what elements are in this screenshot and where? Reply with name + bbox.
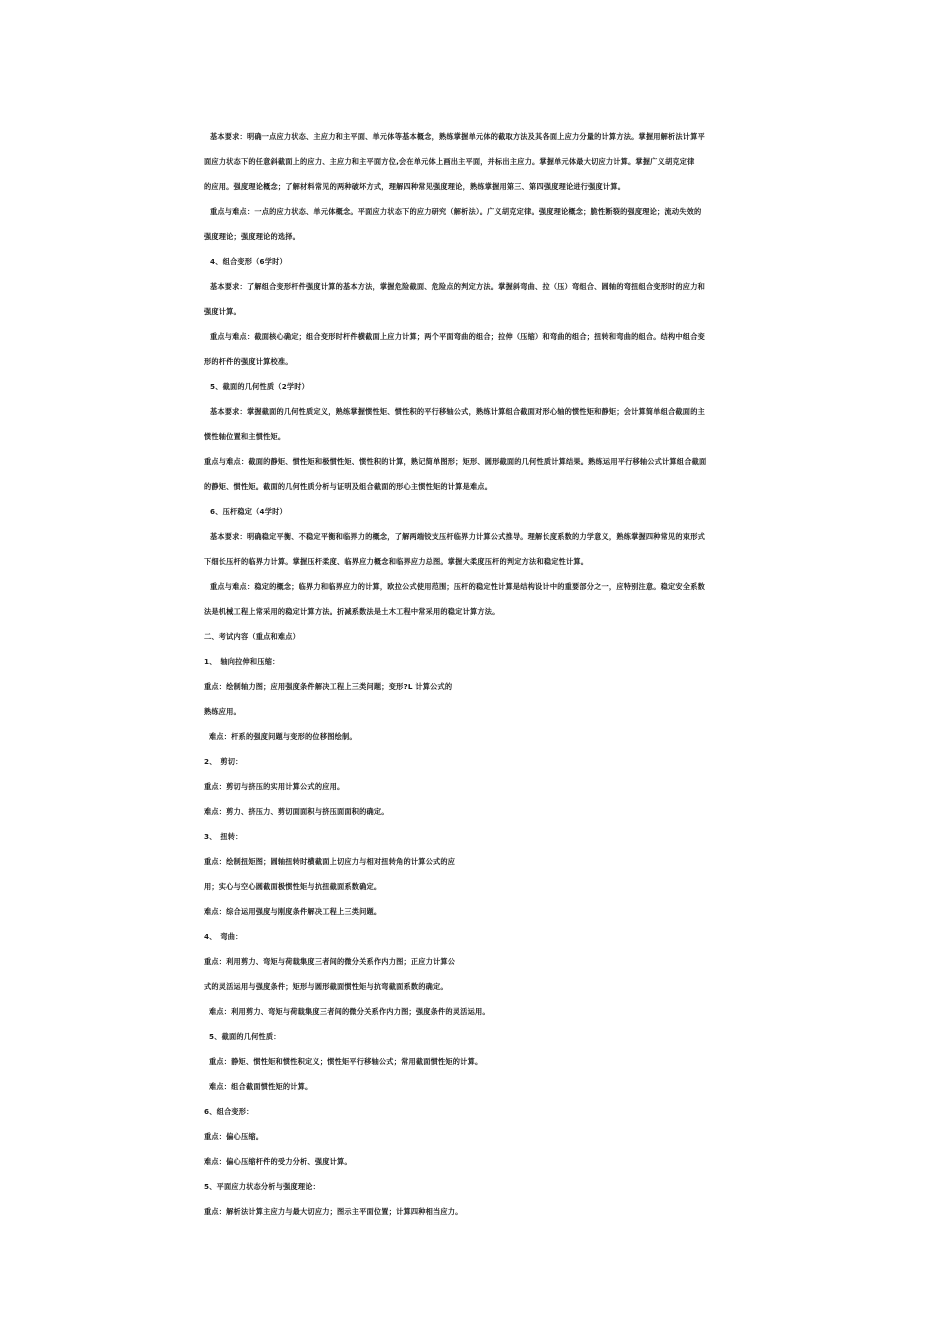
item-heading: 2、 剪切： <box>204 757 243 766</box>
text-line: 面应力状态下的任意斜截面上的应力、主应力和主平面方位,会在单元体上画出主平面，并标出主应力。掌握单元体最大切应力计算。掌握广义胡克定律 <box>204 157 695 166</box>
text-line: 的应用。强度理论概念；了解材料常见的两种破坏方式，理解四种常见强度理论，熟练掌握用第三、第四强度理论进行强度计算。 <box>204 182 626 191</box>
text-line: 基本要求：掌握截面的几何性质定义，熟练掌握惯性矩、惯性积的平行移轴公式，熟练计算组合截面对形心轴的惯性矩和静矩；会计算简单组合截面的主 <box>210 407 705 416</box>
text-line: 重点与难点：截面核心确定；组合变形时杆件横截面上应力计算；两个平面弯曲的组合；拉伸（压缩）和弯曲的组合；扭转和弯曲的组合。结构中组合变 <box>210 332 705 341</box>
section-heading: 5、截面的几何性质（2学时） <box>210 382 310 391</box>
text-line: 强度理论；强度理论的选择。 <box>204 232 301 241</box>
section-heading: 二、考试内容（重点和难点） <box>204 632 301 641</box>
text-line: 法是机械工程上常采用的稳定计算方法。折减系数法是土木工程中常采用的稳定计算方法。 <box>204 607 500 616</box>
text-line: 难点：组合截面惯性矩的计算。 <box>209 1082 313 1091</box>
section-heading: 6、压杆稳定（4学时） <box>210 507 287 516</box>
text-line: 重点：解析法计算主应力与最大切应力；图示主平面位置；计算四种相当应力。 <box>204 1207 463 1216</box>
text-line: 惯性轴位置和主惯性矩。 <box>204 432 286 441</box>
text-line: 下细长压杆的临界力计算。掌握压杆柔度、临界应力概念和临界应力总图。掌握大柔度压杆的判定方法和稳定性计算。 <box>204 557 589 566</box>
text-line: 难点：杆系的强度问题与变形的位移图绘制。 <box>209 732 357 741</box>
item-heading: 6、组合变形： <box>204 1107 254 1116</box>
section-heading: 4、组合变形（6学时） <box>210 257 287 266</box>
text-line: 基本要求：明确一点应力状态、主应力和主平面、单元体等基本概念，熟练掌握单元体的截取方法及其各面上应力分量的计算方法。掌握用解析法计算平 <box>210 132 705 141</box>
text-line: 基本要求：明确稳定平衡、不稳定平衡和临界力的概念，了解两端铰支压杆临界力计算公式推导。理解长度系数的力学意义，熟练掌握四种常见的束形式 <box>210 532 705 541</box>
text-line: 形的杆件的强度计算校准。 <box>204 357 293 366</box>
text-line: 基本要求：了解组合变形杆件强度计算的基本方法，掌握危险截面、危险点的判定方法。掌握斜弯曲、拉（压）弯组合、圆轴的弯扭组合变形时的应力和 <box>210 282 705 291</box>
text-line: 重点：绘制轴力图；应用强度条件解决工程上三类问题；变形?L 计算公式的 <box>204 682 453 691</box>
text-line: 难点：利用剪力、弯矩与荷载集度三者间的微分关系作内力图；强度条件的灵活运用。 <box>209 1007 490 1016</box>
item-heading: 3、 扭转： <box>204 832 243 841</box>
text-line: 重点与难点：截面的静矩、惯性矩和极惯性矩、惯性积的计算，熟记简单图形；矩形、圆形截面的几何性质计算结果。熟练运用平行移轴公式计算组合截面 <box>204 457 707 466</box>
text-line: 的静矩、惯性矩。截面的几何性质分析与证明及组合截面的形心主惯性矩的计算是难点。 <box>204 482 493 491</box>
text-line: 重点：静矩、惯性矩和惯性积定义；惯性矩平行移轴公式；常用截面惯性矩的计算。 <box>209 1057 483 1066</box>
text-line: 重点：利用剪力、弯矩与荷载集度三者间的微分关系作内力图；正应力计算公 <box>204 957 456 966</box>
text-line: 难点：综合运用强度与刚度条件解决工程上三类问题。 <box>204 907 382 916</box>
text-line: 难点：剪力、挤压力、剪切面面积与挤压面面积的确定。 <box>204 807 389 816</box>
text-line: 用；实心与空心圆截面极惯性矩与抗扭截面系数确定。 <box>204 882 382 891</box>
item-heading: 5、平面应力状态分析与强度理论： <box>204 1182 321 1191</box>
text-line: 难点：偏心压缩杆件的受力分析、强度计算。 <box>204 1157 352 1166</box>
text-line: 重点：剪切与挤压的实用计算公式的应用。 <box>204 782 345 791</box>
text-line: 重点与难点：一点的应力状态、单元体概念。平面应力状态下的应力研究（解析法）。广义胡克定律。强度理论概念；脆性断裂的强度理论；流动失效的 <box>210 207 702 216</box>
text-line: 重点与难点：稳定的概念；临界力和临界应力的计算，欧拉公式使用范围；压杆的稳定性计算是结构设计中的重要部分之一，应特别注意。稳定安全系数 <box>210 582 705 591</box>
text-line: 式的灵活运用与强度条件；矩形与圆形截面惯性矩与抗弯截面系数的确定。 <box>204 982 448 991</box>
item-heading: 1、 轴向拉伸和压缩： <box>204 657 280 666</box>
text-line: 强度计算。 <box>204 307 241 316</box>
text-line: 重点：绘制扭矩图；圆轴扭转时横截面上切应力与相对扭转角的计算公式的应 <box>204 857 456 866</box>
text-line: 重点：偏心压缩。 <box>204 1132 264 1141</box>
item-heading: 5、截面的几何性质： <box>209 1032 281 1041</box>
text-line: 熟练应用。 <box>204 707 241 716</box>
item-heading: 4、 弯曲： <box>204 932 243 941</box>
